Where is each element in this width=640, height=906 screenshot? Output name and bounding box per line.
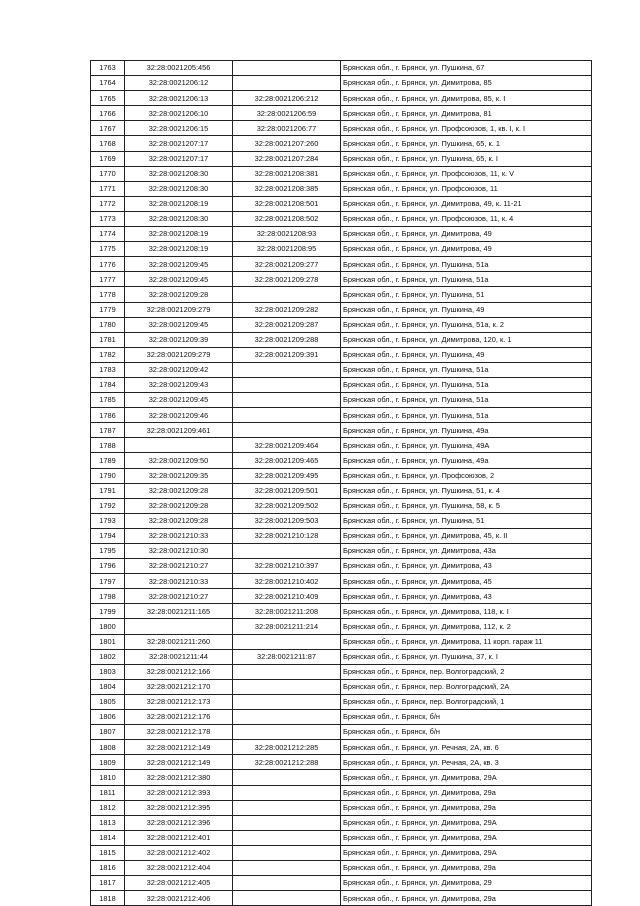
land-cadastral-number-cell: 32:28:0021212:149: [125, 755, 233, 770]
address-cell: Брянская обл., г. Брянск, ул. Профсоюзов, 11: [341, 181, 592, 196]
land-cadastral-number-cell: 32:28:0021212:178: [125, 725, 233, 740]
building-cadastral-number-cell: [233, 860, 341, 875]
table-row: [91, 528, 592, 543]
table-row: [91, 725, 592, 740]
row-number-cell: 1806: [91, 710, 125, 725]
row-number-cell: 1791: [91, 483, 125, 498]
land-cadastral-number-cell: 32:28:0021212:396: [125, 815, 233, 830]
table-row: [91, 815, 592, 830]
land-cadastral-number-cell: 32:28:0021212:173: [125, 694, 233, 709]
table-row: [91, 664, 592, 679]
table-row: [91, 332, 592, 347]
address-cell: Брянская обл., г. Брянск, ул. Профсоюзов, 2: [341, 468, 592, 483]
building-cadastral-number-cell: 32:28:0021211:214: [233, 619, 341, 634]
land-cadastral-number-cell: 32:28:0021211:165: [125, 604, 233, 619]
table-row: [91, 830, 592, 845]
address-cell: Брянская обл., г. Брянск, ул. Димитрова, 29А: [341, 815, 592, 830]
row-number-cell: 1770: [91, 166, 125, 181]
building-cadastral-number-cell: [233, 664, 341, 679]
table-row: [91, 362, 592, 377]
building-cadastral-number-cell: 32:28:0021207:284: [233, 151, 341, 166]
address-cell: Брянская обл., г. Брянск, ул. Димитрова, 85, к. I: [341, 91, 592, 106]
address-cell: Брянская обл., г. Брянск, ул. Пушкина, 51а: [341, 377, 592, 392]
row-number-cell: 1789: [91, 453, 125, 468]
building-cadastral-number-cell: [233, 815, 341, 830]
land-cadastral-number-cell: 32:28:0021211:260: [125, 634, 233, 649]
address-cell: Брянская обл., г. Брянск, ул. Пушкина, 49А: [341, 438, 592, 453]
table-row: [91, 317, 592, 332]
land-cadastral-number-cell: 32:28:0021208:30: [125, 211, 233, 226]
building-cadastral-number-cell: [233, 362, 341, 377]
building-cadastral-number-cell: 32:28:0021209:288: [233, 332, 341, 347]
land-cadastral-number-cell: [125, 438, 233, 453]
table-row: [91, 166, 592, 181]
table-row: [91, 272, 592, 287]
address-cell: Брянская обл., г. Брянск, ул. Димитрова, 43: [341, 559, 592, 574]
row-number-cell: 1793: [91, 513, 125, 528]
land-cadastral-number-cell: 32:28:0021209:279: [125, 302, 233, 317]
address-cell: Брянская обл., г. Брянск, пер. Волгоградский, 2А: [341, 679, 592, 694]
address-cell: Брянская обл., г. Брянск, ул. Димитрова, 29: [341, 876, 592, 891]
row-number-cell: 1803: [91, 664, 125, 679]
table-row: [91, 740, 592, 755]
land-cadastral-number-cell: 32:28:0021209:28: [125, 483, 233, 498]
building-cadastral-number-cell: 32:28:0021210:397: [233, 559, 341, 574]
address-cell: Брянская обл., г. Брянск, ул. Димитрова, 45: [341, 574, 592, 589]
land-cadastral-number-cell: 32:28:0021209:35: [125, 468, 233, 483]
land-cadastral-number-cell: 32:28:0021208:30: [125, 181, 233, 196]
row-number-cell: 1787: [91, 423, 125, 438]
table-row: [91, 710, 592, 725]
row-number-cell: 1765: [91, 91, 125, 106]
land-cadastral-number-cell: 32:28:0021212:401: [125, 830, 233, 845]
table-row: [91, 845, 592, 860]
row-number-cell: 1807: [91, 725, 125, 740]
building-cadastral-number-cell: 32:28:0021209:391: [233, 347, 341, 362]
row-number-cell: 1781: [91, 332, 125, 347]
address-cell: Брянская обл., г. Брянск, ул. Пушкина, 67: [341, 61, 592, 76]
table-row: [91, 559, 592, 574]
building-cadastral-number-cell: [233, 377, 341, 392]
table-row: [91, 498, 592, 513]
address-cell: Брянская обл., г. Брянск, ул. Пушкина, 58, к. 5: [341, 498, 592, 513]
building-cadastral-number-cell: 32:28:0021209:502: [233, 498, 341, 513]
address-cell: Брянская обл., г. Брянск, ул. Димитрова, 120, к. 1: [341, 332, 592, 347]
building-cadastral-number-cell: 32:28:0021206:77: [233, 121, 341, 136]
table-row: [91, 800, 592, 815]
address-cell: Брянская обл., г. Брянск, ул. Димитрова, 43а: [341, 544, 592, 559]
address-cell: Брянская обл., г. Брянск, ул. Пушкина, 51а: [341, 408, 592, 423]
land-cadastral-number-cell: 32:28:0021209:45: [125, 257, 233, 272]
row-number-cell: 1815: [91, 845, 125, 860]
address-cell: Брянская обл., г. Брянск, ул. Пушкина, 51а: [341, 362, 592, 377]
building-cadastral-number-cell: 32:28:0021209:465: [233, 453, 341, 468]
land-cadastral-number-cell: 32:28:0021210:33: [125, 574, 233, 589]
building-cadastral-number-cell: 32:28:0021209:503: [233, 513, 341, 528]
land-cadastral-number-cell: 32:28:0021209:50: [125, 453, 233, 468]
address-cell: Брянская обл., г. Брянск, ул. Профсоюзов, 1, кв. I, к. I: [341, 121, 592, 136]
row-number-cell: 1796: [91, 559, 125, 574]
row-number-cell: 1785: [91, 393, 125, 408]
row-number-cell: 1802: [91, 649, 125, 664]
land-cadastral-number-cell: 32:28:0021209:46: [125, 408, 233, 423]
row-number-cell: 1788: [91, 438, 125, 453]
table-row: [91, 755, 592, 770]
row-number-cell: 1816: [91, 860, 125, 875]
building-cadastral-number-cell: 32:28:0021208:385: [233, 181, 341, 196]
row-number-cell: 1794: [91, 528, 125, 543]
building-cadastral-number-cell: 32:28:0021207:260: [233, 136, 341, 151]
building-cadastral-number-cell: [233, 408, 341, 423]
land-cadastral-number-cell: 32:28:0021210:30: [125, 544, 233, 559]
building-cadastral-number-cell: 32:28:0021210:409: [233, 589, 341, 604]
table-row: [91, 377, 592, 392]
address-cell: Брянская обл., г. Брянск, ул. Пушкина, 51а: [341, 257, 592, 272]
address-cell: Брянская обл., г. Брянск, ул. Димитрова, 11 корп. гараж 11: [341, 634, 592, 649]
address-cell: Брянская обл., г. Брянск, ул. Димитрова, 29а: [341, 800, 592, 815]
land-cadastral-number-cell: 32:28:0021209:28: [125, 287, 233, 302]
address-cell: Брянская обл., г. Брянск, ул. Пушкина, 51: [341, 513, 592, 528]
building-cadastral-number-cell: 32:28:0021209:278: [233, 272, 341, 287]
building-cadastral-number-cell: [233, 785, 341, 800]
table-row: [91, 423, 592, 438]
table-row: [91, 604, 592, 619]
table-row: [91, 513, 592, 528]
land-cadastral-number-cell: 32:28:0021210:27: [125, 589, 233, 604]
table-row: [91, 649, 592, 664]
building-cadastral-number-cell: [233, 710, 341, 725]
address-cell: Брянская обл., г. Брянск, ул. Пушкина, 49: [341, 302, 592, 317]
building-cadastral-number-cell: [233, 725, 341, 740]
row-number-cell: 1764: [91, 76, 125, 91]
land-cadastral-number-cell: 32:28:0021212:404: [125, 860, 233, 875]
building-cadastral-number-cell: 32:28:0021211:87: [233, 649, 341, 664]
land-cadastral-number-cell: 32:28:0021208:19: [125, 242, 233, 257]
row-number-cell: 1773: [91, 211, 125, 226]
table-row: [91, 574, 592, 589]
building-cadastral-number-cell: 32:28:0021209:287: [233, 317, 341, 332]
table-row: [91, 785, 592, 800]
land-cadastral-number-cell: 32:28:0021211:44: [125, 649, 233, 664]
row-number-cell: 1790: [91, 468, 125, 483]
address-cell: Брянская обл., г. Брянск, ул. Димитрова, 49, к. 11-21: [341, 196, 592, 211]
row-number-cell: 1763: [91, 61, 125, 76]
building-cadastral-number-cell: 32:28:0021206:212: [233, 91, 341, 106]
land-cadastral-number-cell: 32:28:0021212:149: [125, 740, 233, 755]
address-cell: Брянская обл., г. Брянск, б/н: [341, 725, 592, 740]
building-cadastral-number-cell: [233, 544, 341, 559]
address-cell: Брянская обл., г. Брянск, ул. Димитрова, 49: [341, 227, 592, 242]
address-cell: Брянская обл., г. Брянск, б/н: [341, 710, 592, 725]
address-cell: Брянская обл., г. Брянск, ул. Димитрова, 81: [341, 106, 592, 121]
table-row: [91, 408, 592, 423]
row-number-cell: 1772: [91, 196, 125, 211]
table-row: [91, 876, 592, 891]
building-cadastral-number-cell: [233, 845, 341, 860]
land-cadastral-number-cell: 32:28:0021210:27: [125, 559, 233, 574]
address-cell: Брянская обл., г. Брянск, ул. Димитрова, 118, к. I: [341, 604, 592, 619]
land-cadastral-number-cell: 32:28:0021212:380: [125, 770, 233, 785]
land-cadastral-number-cell: 32:28:0021209:28: [125, 498, 233, 513]
table-body: [91, 61, 592, 906]
address-cell: Брянская обл., г. Брянск, ул. Димитрова, 85: [341, 76, 592, 91]
building-cadastral-number-cell: [233, 800, 341, 815]
row-number-cell: 1811: [91, 785, 125, 800]
table-row: [91, 287, 592, 302]
table-row: [91, 106, 592, 121]
row-number-cell: 1780: [91, 317, 125, 332]
building-cadastral-number-cell: 32:28:0021208:93: [233, 227, 341, 242]
land-cadastral-number-cell: 32:28:0021212:393: [125, 785, 233, 800]
address-cell: Брянская обл., г. Брянск, ул. Профсоюзов, 11, к. V: [341, 166, 592, 181]
building-cadastral-number-cell: 32:28:0021208:95: [233, 242, 341, 257]
row-number-cell: 1768: [91, 136, 125, 151]
land-cadastral-number-cell: 32:28:0021206:13: [125, 91, 233, 106]
address-cell: Брянская обл., г. Брянск, ул. Димитрова, 29а: [341, 785, 592, 800]
table-row: [91, 544, 592, 559]
table-row: [91, 181, 592, 196]
table-row: [91, 242, 592, 257]
address-cell: Брянская обл., г. Брянск, пер. Волгоградский, 2: [341, 664, 592, 679]
row-number-cell: 1808: [91, 740, 125, 755]
row-number-cell: 1782: [91, 347, 125, 362]
table-row: [91, 91, 592, 106]
land-cadastral-number-cell: 32:28:0021209:28: [125, 513, 233, 528]
table-row: [91, 468, 592, 483]
building-cadastral-number-cell: 32:28:0021209:501: [233, 483, 341, 498]
building-cadastral-number-cell: [233, 76, 341, 91]
row-number-cell: 1817: [91, 876, 125, 891]
building-cadastral-number-cell: 32:28:0021212:288: [233, 755, 341, 770]
land-cadastral-number-cell: 32:28:0021209:42: [125, 362, 233, 377]
row-number-cell: 1818: [91, 891, 125, 906]
address-cell: Брянская обл., г. Брянск, ул. Пушкина, 49а: [341, 453, 592, 468]
row-number-cell: 1775: [91, 242, 125, 257]
table-row: [91, 860, 592, 875]
land-cadastral-number-cell: 32:28:0021208:19: [125, 196, 233, 211]
building-cadastral-number-cell: 32:28:0021209:282: [233, 302, 341, 317]
table-row: [91, 393, 592, 408]
address-cell: Брянская обл., г. Брянск, ул. Пушкина, 51а: [341, 272, 592, 287]
land-cadastral-number-cell: 32:28:0021212:395: [125, 800, 233, 815]
land-cadastral-number-cell: 32:28:0021207:17: [125, 151, 233, 166]
address-cell: Брянская обл., г. Брянск, ул. Димитрова, 29а: [341, 891, 592, 906]
table-row: [91, 891, 592, 906]
address-cell: Брянская обл., г. Брянск, ул. Димитрова, 45, к. II: [341, 528, 592, 543]
address-cell: Брянская обл., г. Брянск, ул. Пушкина, 49: [341, 347, 592, 362]
row-number-cell: 1777: [91, 272, 125, 287]
address-cell: Брянская обл., г. Брянск, ул. Димитрова, 29а: [341, 860, 592, 875]
land-cadastral-number-cell: 32:28:0021206:15: [125, 121, 233, 136]
address-cell: Брянская обл., г. Брянск, ул. Пушкина, 37, к. I: [341, 649, 592, 664]
building-cadastral-number-cell: [233, 830, 341, 845]
table-row: [91, 121, 592, 136]
table-row: [91, 211, 592, 226]
table-row: [91, 196, 592, 211]
row-number-cell: 1814: [91, 830, 125, 845]
row-number-cell: 1771: [91, 181, 125, 196]
building-cadastral-number-cell: 32:28:0021208:501: [233, 196, 341, 211]
row-number-cell: 1804: [91, 679, 125, 694]
row-number-cell: 1813: [91, 815, 125, 830]
land-cadastral-number-cell: 32:28:0021212:176: [125, 710, 233, 725]
row-number-cell: 1800: [91, 619, 125, 634]
land-cadastral-number-cell: 32:28:0021207:17: [125, 136, 233, 151]
land-cadastral-number-cell: 32:28:0021209:461: [125, 423, 233, 438]
land-cadastral-number-cell: 32:28:0021208:30: [125, 166, 233, 181]
land-cadastral-number-cell: 32:28:0021209:45: [125, 317, 233, 332]
row-number-cell: 1797: [91, 574, 125, 589]
land-cadastral-number-cell: 32:28:0021212:406: [125, 891, 233, 906]
row-number-cell: 1809: [91, 755, 125, 770]
land-cadastral-number-cell: 32:28:0021212:166: [125, 664, 233, 679]
building-cadastral-number-cell: [233, 694, 341, 709]
address-cell: Брянская обл., г. Брянск, ул. Пушкина, 65, к. I: [341, 151, 592, 166]
row-number-cell: 1795: [91, 544, 125, 559]
land-cadastral-number-cell: 32:28:0021209:45: [125, 272, 233, 287]
address-cell: Брянская обл., г. Брянск, ул. Пушкина, 51: [341, 287, 592, 302]
building-cadastral-number-cell: 32:28:0021209:464: [233, 438, 341, 453]
row-number-cell: 1810: [91, 770, 125, 785]
address-cell: Брянская обл., г. Брянск, ул. Пушкина, 51а: [341, 393, 592, 408]
land-cadastral-number-cell: [125, 619, 233, 634]
building-cadastral-number-cell: 32:28:0021210:402: [233, 574, 341, 589]
table-row: [91, 302, 592, 317]
building-cadastral-number-cell: [233, 634, 341, 649]
row-number-cell: 1812: [91, 800, 125, 815]
building-cadastral-number-cell: 32:28:0021211:208: [233, 604, 341, 619]
building-cadastral-number-cell: 32:28:0021206:59: [233, 106, 341, 121]
land-cadastral-number-cell: 32:28:0021208:19: [125, 227, 233, 242]
address-cell: Брянская обл., г. Брянск, ул. Речная, 2А, кв. 6: [341, 740, 592, 755]
land-cadastral-number-cell: 32:28:0021210:33: [125, 528, 233, 543]
land-cadastral-number-cell: 32:28:0021212:402: [125, 845, 233, 860]
table-row: [91, 619, 592, 634]
land-cadastral-number-cell: 32:28:0021212:405: [125, 876, 233, 891]
row-number-cell: 1767: [91, 121, 125, 136]
land-cadastral-number-cell: 32:28:0021206:12: [125, 76, 233, 91]
row-number-cell: 1774: [91, 227, 125, 242]
building-cadastral-number-cell: [233, 891, 341, 906]
address-cell: Брянская обл., г. Брянск, ул. Димитрова, 29А: [341, 845, 592, 860]
row-number-cell: 1784: [91, 377, 125, 392]
address-cell: Брянская обл., г. Брянск, ул. Димитрова, 49: [341, 242, 592, 257]
address-cell: Брянская обл., г. Брянск, ул. Профсоюзов, 11, к. 4: [341, 211, 592, 226]
row-number-cell: 1776: [91, 257, 125, 272]
row-number-cell: 1798: [91, 589, 125, 604]
building-cadastral-number-cell: [233, 61, 341, 76]
address-cell: Брянская обл., г. Брянск, ул. Пушкина, 49а: [341, 423, 592, 438]
building-cadastral-number-cell: [233, 287, 341, 302]
row-number-cell: 1769: [91, 151, 125, 166]
land-cadastral-number-cell: 32:28:0021212:170: [125, 679, 233, 694]
building-cadastral-number-cell: 32:28:0021208:381: [233, 166, 341, 181]
table-row: [91, 453, 592, 468]
row-number-cell: 1799: [91, 604, 125, 619]
land-cadastral-number-cell: 32:28:0021209:279: [125, 347, 233, 362]
row-number-cell: 1786: [91, 408, 125, 423]
row-number-cell: 1801: [91, 634, 125, 649]
building-cadastral-number-cell: [233, 423, 341, 438]
address-cell: Брянская обл., г. Брянск, пер. Волгоградский, 1: [341, 694, 592, 709]
table-row: [91, 257, 592, 272]
address-cell: Брянская обл., г. Брянск, ул. Пушкина, 51, к. 4: [341, 483, 592, 498]
building-cadastral-number-cell: [233, 393, 341, 408]
table-row: [91, 347, 592, 362]
row-number-cell: 1766: [91, 106, 125, 121]
address-cell: Брянская обл., г. Брянск, ул. Пушкина, 51а, к. 2: [341, 317, 592, 332]
building-cadastral-number-cell: 32:28:0021212:285: [233, 740, 341, 755]
table-row: [91, 694, 592, 709]
building-cadastral-number-cell: [233, 876, 341, 891]
land-cadastral-number-cell: 32:28:0021209:45: [125, 393, 233, 408]
row-number-cell: 1778: [91, 287, 125, 302]
address-cell: Брянская обл., г. Брянск, ул. Димитрова, 29А: [341, 770, 592, 785]
address-cell: Брянская обл., г. Брянск, ул. Димитрова, 43: [341, 589, 592, 604]
land-cadastral-number-cell: 32:28:0021209:43: [125, 377, 233, 392]
address-cell: Брянская обл., г. Брянск, ул. Димитрова, 29А: [341, 830, 592, 845]
building-cadastral-number-cell: 32:28:0021209:495: [233, 468, 341, 483]
table-row: [91, 136, 592, 151]
table-row: [91, 76, 592, 91]
table-row: [91, 589, 592, 604]
building-cadastral-number-cell: 32:28:0021210:128: [233, 528, 341, 543]
table-row: [91, 438, 592, 453]
cadastral-table: [90, 60, 592, 906]
row-number-cell: 1779: [91, 302, 125, 317]
row-number-cell: 1783: [91, 362, 125, 377]
address-cell: Брянская обл., г. Брянск, ул. Димитрова, 112, к. 2: [341, 619, 592, 634]
address-cell: Брянская обл., г. Брянск, ул. Пушкина, 65, к. 1: [341, 136, 592, 151]
address-cell: Брянская обл., г. Брянск, ул. Речная, 2А, кв. 3: [341, 755, 592, 770]
row-number-cell: 1805: [91, 694, 125, 709]
table-row: [91, 634, 592, 649]
table-row: [91, 61, 592, 76]
table-row: [91, 770, 592, 785]
building-cadastral-number-cell: 32:28:0021208:502: [233, 211, 341, 226]
building-cadastral-number-cell: [233, 770, 341, 785]
building-cadastral-number-cell: [233, 679, 341, 694]
row-number-cell: 1792: [91, 498, 125, 513]
building-cadastral-number-cell: 32:28:0021209:277: [233, 257, 341, 272]
table-row: [91, 483, 592, 498]
table-row: [91, 227, 592, 242]
table-row: [91, 151, 592, 166]
table-row: [91, 679, 592, 694]
land-cadastral-number-cell: 32:28:0021206:10: [125, 106, 233, 121]
land-cadastral-number-cell: 32:28:0021205:456: [125, 61, 233, 76]
land-cadastral-number-cell: 32:28:0021209:39: [125, 332, 233, 347]
